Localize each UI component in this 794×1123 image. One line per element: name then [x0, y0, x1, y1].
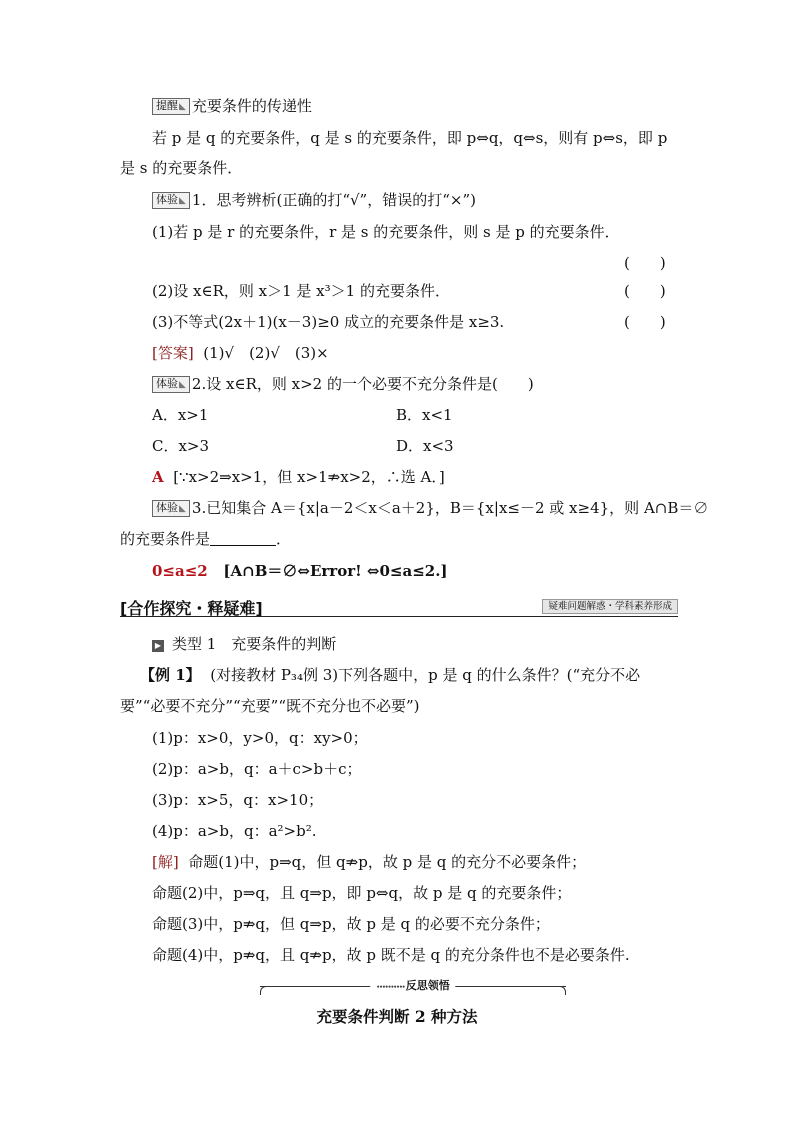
example-p1: (1)p：x>0，y>0，q：xy>0； — [152, 729, 368, 747]
reflect-cap-right — [557, 986, 566, 995]
reflect-cap-left — [260, 986, 269, 995]
exp1-heading-text: 1．思考辨析(正确的打“√”，错误的打“×”) — [191, 191, 476, 209]
exp3-line-2-end: ． — [276, 530, 292, 548]
exp1-tag: 体验 ◣ — [152, 192, 190, 209]
example-line-2: 要”“必要不充分”“充要”“既不充分也不必要”) — [120, 697, 420, 715]
play-arrow-icon: ▶ — [152, 640, 164, 652]
reflect-label: ••••• 反思领悟 — [370, 978, 455, 996]
section-title: [合作探究・释疑难] — [120, 599, 263, 618]
solution-label: [解] — [152, 853, 179, 871]
exp1-heading — [152, 190, 476, 211]
exp3-answer-value: 0≤a≤2 — [152, 562, 208, 580]
exp2-tag: 体验 ◣ — [152, 376, 190, 393]
exp1-q2-paren: ( ) — [624, 282, 666, 300]
solution-s2: 命题(2)中，p⇒q，且 q⇒p，即 p⇔q，故 p 是 q 的充要条件； — [152, 884, 572, 902]
example-p4: (4)p：a>b，q：a²>b². — [152, 822, 317, 840]
exp1-answer-text: (1)√ (2)√ (3)× — [203, 344, 329, 362]
example-line-1 — [140, 665, 640, 685]
section-rule — [120, 616, 678, 617]
exp2-option-b: B．x<1 — [396, 406, 453, 424]
example-p3: (3)p：x>5，q：x>10； — [152, 791, 324, 809]
exp3-question-text: 3.已知集合 A＝{x|a－2＜x＜a＋2}，B＝{x|x≤－2 或 x≥4}，则 A∩B＝∅ — [191, 499, 709, 517]
tip-title: 充要条件的传递性 — [191, 97, 312, 115]
exp1-q1-paren: ( ) — [624, 254, 666, 272]
exp2-option-d: D．x<3 — [396, 437, 454, 455]
solution-s1: 命题(1)中，p⇒q，但 q⇏p，故 p 是 q 的充分不必要条件； — [188, 853, 587, 871]
exp3-answer-text: [A∩B＝∅⇔Error! ⇔0≤a≤2.] — [223, 562, 448, 580]
exp2-answer-text: [∵x>2⇒x>1，但 x>1⇏x>2，∴选 A．] — [173, 468, 445, 486]
exp3-tag: 体验 ◣ — [152, 500, 190, 517]
solution-s4: 命题(4)中，p⇏q，且 q⇏p，故 p 既不是 q 的充分条件也不是必要条件. — [152, 946, 630, 964]
exp2-question-text: 2.设 x∈R，则 x>2 的一个必要不充分条件是( ) — [191, 375, 534, 393]
solution-s3: 命题(3)中，p⇏q，但 q⇒p，故 p 是 q 的必要不充分条件； — [152, 915, 550, 933]
exp1-q3-paren: ( ) — [624, 313, 666, 331]
exp1-q2: (2)设 x∈R，则 x＞1 是 x³＞1 的充要条件． — [152, 282, 450, 300]
type-label: 类型 1 充要条件的判断 — [172, 635, 337, 653]
exp2-option-c: C．x>3 — [152, 437, 210, 455]
answer-blank — [210, 531, 276, 546]
tip-line-2: 是 s 的充要条件． — [120, 159, 243, 177]
exp2-answer — [152, 467, 445, 487]
section-header — [120, 596, 678, 618]
method-title: 充要条件判断 2 种方法 — [316, 1007, 478, 1026]
solution-line-1 — [152, 852, 586, 872]
exp1-answer — [152, 343, 329, 363]
type-heading — [152, 634, 336, 654]
exp1-q1: (1)若 p 是 r 的充要条件，r 是 s 的充要条件，则 s 是 p 的充要条件． — [152, 223, 620, 241]
tip-tag: 提醒 ◣ — [152, 98, 190, 115]
exp3-line-2-text: 的充要条件是 — [120, 530, 211, 548]
tip-heading — [152, 96, 312, 117]
exp3-line-2 — [120, 529, 291, 549]
exp2-option-a: A．x>1 — [152, 406, 209, 424]
exp1-q3: (3)不等式(2x＋1)(x－3)≥0 成立的充要条件是 x≥3. — [152, 313, 505, 331]
section-subtitle: 疑难问题解惑・学科素养形成 — [542, 599, 678, 614]
example-p2: (2)p：a>b，q：a＋c>b＋c； — [152, 760, 362, 778]
tip-line-1: 若 p 是 q 的充要条件，q 是 s 的充要条件，即 p⇔q，q⇔s，则有 p⇔s，即 p — [152, 129, 668, 147]
example-label: 【例 1】 — [140, 666, 201, 684]
example-line-1-text: (对接教材 P₃₄例 3)下列各题中，p 是 q 的什么条件？(“充分不必 — [210, 666, 641, 684]
exp2-answer-letter: A — [152, 468, 164, 486]
reflect-banner — [260, 978, 566, 1000]
exp3-answer — [152, 561, 448, 581]
exp2-question — [152, 374, 534, 395]
exp3-question — [152, 498, 708, 519]
exp1-answer-label: [答案] — [152, 344, 194, 362]
